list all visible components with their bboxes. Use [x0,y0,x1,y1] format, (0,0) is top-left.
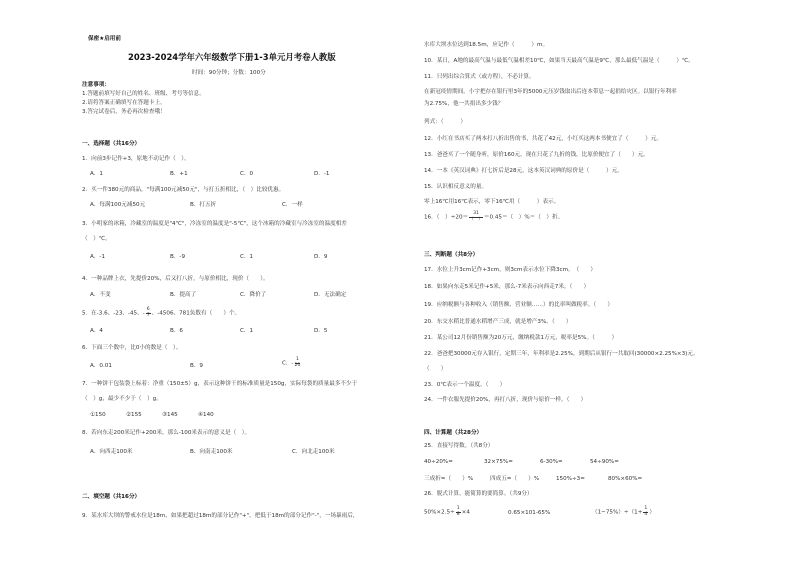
question-11: 11．只列出综合算式（或方程），不必计算。 [424,74,535,80]
q5-fraction: $\frac{6}{7}$ [146,307,150,318]
q1-option-a: A．1 [90,171,103,177]
question-15-line: 零上16℃用16℃表示，零下16℃用（ ）表示。 [424,199,560,205]
q3-option-c: C．1 [240,254,254,260]
section-1-heading: 一、选择题（共16分） [82,141,141,147]
question-26: 26．脱式计算，能简算的要简算。（共9分） [424,491,533,497]
q26-expr-c: （1−75%）÷（1+ $\frac{1}{4}$ ） [592,506,655,517]
q8-option-c: C．向北走100米 [292,449,335,455]
q25-row2-b: 四成五=（ ）% [490,476,540,482]
q8-option-a: A．向西走100米 [90,449,133,455]
question-25: 25．直接写得数。（共8分） [424,443,494,449]
secret-label: 保密★启用前 [88,36,121,42]
question-14: 14．一本《英汉词典》打七折后是28元，这本英汉词典的原价是（ ）元。 [424,168,623,174]
question-9-line-2: 水库大坝水位达到18.5m，应记作（ ）m。 [424,42,549,48]
q6-option-b: B．9 [190,363,203,369]
question-10: 10．某日，A地的最高气温与最低气温相差10℃，如果当天最高气温是9℃，那么最低气温是（ ）℃。 [424,58,694,64]
note-2: 2.请将答案正确填写在答题卡上。 [82,100,166,106]
question-22-line-1: 22．爸爸把30000元存入银行，定期三年，年利率是2.25%，到期后从银行一共取回(30000×2.25%×3)元。 [424,351,699,357]
question-7-line-2: （ ）g，最少不少于（ ）g。 [82,396,162,402]
q1-option-c: C．0 [240,171,254,177]
notes-label: 注意事项： [82,82,110,88]
question-20: 20．东交水稻比普通水稻增产三成，就是增产3%。（ ） [424,319,572,325]
section-3-heading: 三、判断题（共8分） [424,252,479,258]
question-5: 5．在-3.6、-23、-45、- $\frac{6}{7}$ 、-4506、781负数有（ ）个。 [82,307,241,318]
q3-option-b: B．-9 [170,254,186,260]
q5-option-d: D．5 [314,328,328,334]
q3-option-d: D．9 [314,254,328,260]
question-11-line-1: 在新冠疫情期间，小宇把存在银行里3年的5000元压岁钱取出后连本带息一起捐给灾区。以银行年利率 [424,89,677,95]
question-3-line-2: （ ）℃。 [82,236,111,242]
question-11-answer: 列式：（ ） [424,119,466,125]
q5-option-b: B．6 [170,328,183,334]
q2-option-b: B．打五折 [190,202,217,208]
question-21: 21．某公司12月份销售额为20万元，缴纳税款1万元，税率是5%。（ ） [424,335,618,341]
q6-option-c: C．- $\frac{1}{20}$ [282,357,301,368]
q16-fraction: $\frac{31}{( )}$ [469,211,483,222]
q4-option-d: D．无法确定 [314,292,347,298]
question-22-line-2: （ ） [424,366,447,372]
question-13: 13．爸爸买了一个随身听，原价160元，现在只花了九折的钱，比原价便宜了（ ）元。 [424,152,649,158]
question-2: 2．买一件380元的商品，"每满100元减50元"，与打五折相比，（ ）比较优惠。 [82,187,285,193]
q4-option-a: A．不变 [90,292,111,298]
q8-option-b: B．向南走100米 [190,449,233,455]
question-15: 15．认识相反意义的量。 [424,184,488,190]
question-18: 18．如果向东走5米记作+5米，那么-7米表示向西走7米。（ ） [424,284,590,290]
question-24: 24．一件衣服先提价20%，再打八折，现价与原价一样。（ ） [424,397,587,403]
question-12: 12．小红在书店买了两本打八折出售的书，共花了42元，小红买这两本书便宜了（ ）元。 [424,136,662,142]
question-3-line-1: 3．小明家的冰箱，冷藏室的温度是"4℃"，冷冻室的温度是"-5℃"，这个冰箱的冷藏室与冷冻室的温度相差 [82,221,347,227]
q6-fraction: $\frac{1}{20}$ [294,357,301,368]
q25-row1-a: 40÷20%= [424,459,453,465]
section-4-heading: 四、计算题（共28分） [424,430,483,436]
exam-meta: 时间：90分钟；分数：100分 [192,70,266,76]
question-6: 6．下面三个数中，比0小的数是（ ）。 [82,345,182,351]
section-2-heading: 二、填空题（共16分） [82,494,141,500]
question-19: 19．应纳税额与各种收入（销售额、营业额……）的比率叫做税率。（ ） [424,302,613,308]
note-3: 3.答完试卷后，务必再次检查哦！ [82,109,166,115]
q2-option-c: C．一样 [282,202,303,208]
q4-option-c: C．降价了 [240,292,267,298]
question-11-line-2: 为2.75%，他一共捐出多少钱？ [424,101,504,107]
question-4: 4．一种品牌上衣，先提价20%，后又打八折，与原价相比，现价（ ）。 [82,276,269,282]
q7-option-1: ①150 [90,412,106,418]
q25-row2-c: 150%÷3= [556,476,585,482]
question-1: 1．向前3步记作+3，原地不动记作（ ）。 [82,156,190,162]
q26-expr-b: 0.65×101-65% [508,510,551,516]
note-1: 1.答题前填写好自己的姓名、班级、考号等信息。 [82,91,205,97]
q25-row2-d: 80%×60%= [608,476,643,482]
q3-option-a: A．-1 [90,254,105,260]
question-7-line-1: 7．一种饼干包装袋上标着：净重（150±5）g，表示这种饼干的标准质量是150g，实际每袋的质量最多不少于 [82,381,358,387]
question-8: 8．若向东走200米记作+200米，那么-100米表示的意义是（ ）。 [82,430,251,436]
q25-row1-d: 54÷90%= [590,459,619,465]
q4-option-b: B．提高了 [170,292,197,298]
question-9-line-1: 9．某水库大坝的警戒水位是18m，如果把超过18m的部分记作"+"，把低于18m的部分记作"-"，一场暴雨后， [82,513,359,519]
q6-option-a: A．0.01 [90,363,112,369]
question-23: 23．0℃表示一个温度。（ ） [424,382,506,388]
q26-expr-a: 50%×2.5÷ $\frac{1}{8}$ ×4 [424,506,470,517]
q1-option-d: D．-1 [314,171,330,177]
q1-option-b: B．+1 [170,171,188,177]
q26a-fraction: $\frac{1}{8}$ [456,506,460,517]
q5-option-c: C．1 [240,328,254,334]
q7-option-3: ③145 [162,412,178,418]
q25-row2-a: 三成折=（ ）% [424,476,474,482]
q7-option-2: ②155 [126,412,142,418]
exam-title: 2023-2024学年六年级数学下册1-3单元月考卷人教版 [128,52,336,62]
q25-row1-b: 32×75%= [484,459,513,465]
q25-row1-c: 6-30%= [540,459,563,465]
q26c-fraction: $\frac{1}{4}$ [644,506,648,517]
q5-option-a: A．4 [90,328,103,334]
question-16: 16．（ ）÷20＝ $\frac{31}{( )}$ ＝0.45＝（ ）%＝（ ）折。 [424,211,564,222]
q2-option-a: A．每满100元减50元 [90,202,146,208]
question-17: 17．水位上升3cm记作+3cm，则3cm表示水位下降3cm。 （ ） [424,267,597,273]
q7-option-4: ④140 [198,412,214,418]
